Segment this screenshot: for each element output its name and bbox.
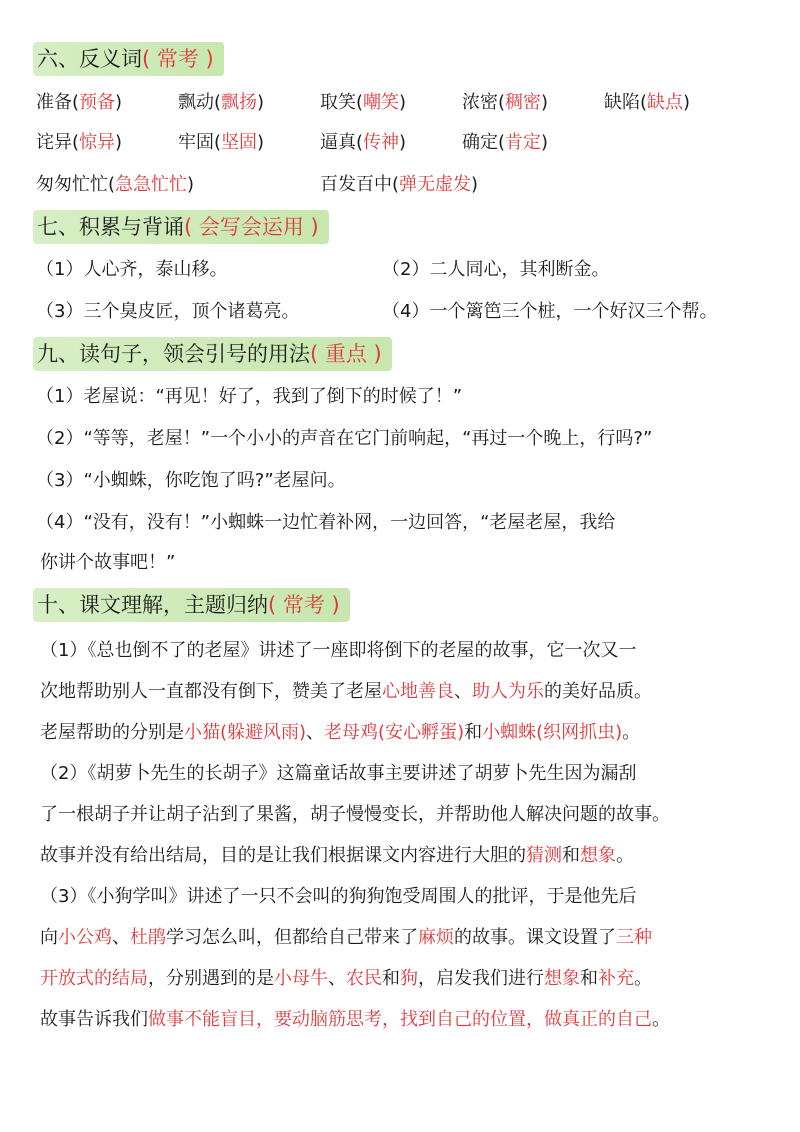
antonym-pair: 取笑(嘲笑) <box>320 92 407 113</box>
antonym-pair: 牢固(坚固) <box>178 132 265 153</box>
recitation-item: （1）人心齐，泰山移。 <box>36 259 228 280</box>
paragraph-3 <box>40 876 770 1040</box>
sentence-item: 你讲个故事吧！” <box>40 552 176 573</box>
section-title-recitation <box>33 210 329 244</box>
recitation-item: （2）二人同心，其利断金。 <box>382 259 610 280</box>
antonym-pair: 百发百中(弹无虚发) <box>320 174 479 195</box>
section-title-quotes <box>33 337 392 371</box>
paragraph-1 <box>40 630 770 753</box>
paragraph-line: 故事告诉我们做事不能盲目，要动脑筋思考，找到自己的位置，做真正的自己。 <box>40 1009 670 1030</box>
antonym-pair: 飘动(飘扬) <box>178 92 265 113</box>
section-title-text: 九、读句子，领会引号的用法 <box>37 342 310 366</box>
antonym-pair: 匆匆忙忙(急急忙忙) <box>36 174 195 195</box>
section-title-comprehension <box>33 588 350 622</box>
paragraph-line: 开放式的结局，分别遇到的是小母牛、农民和狗，启发我们进行想象和补充。 <box>40 968 652 989</box>
section-tag: ( 重点 ) <box>310 342 382 366</box>
antonym-pair: 确定(肯定) <box>462 132 549 153</box>
paragraph-line: （3）《小狗学叫》讲述了一只不会叫的狗狗饱受周围人的批评，于是他先后 <box>40 886 637 907</box>
recitation-item: （4）一个篱笆三个桩，一个好汉三个帮。 <box>382 301 718 322</box>
antonym-pair: 浓密(稠密) <box>462 92 549 113</box>
section-title-text: 十、课文理解，主题归纳 <box>37 593 268 617</box>
paragraph-line: （1）《总也倒不了的老屋》讲述了一座即将倒下的老屋的故事，它一次又一 <box>40 640 637 661</box>
paragraph-2 <box>40 753 770 876</box>
section-tag: ( 常考 ) <box>268 593 340 617</box>
sentence-item: （2）“等等，老屋！”一个小小的声音在它门前响起，“再过一个晚上，行吗?” <box>36 428 653 449</box>
paragraph-line: 故事并没有给出结局，目的是让我们根据课文内容进行大胆的猜测和想象。 <box>40 845 634 866</box>
section-tag: ( 会写会运用 ) <box>184 215 319 239</box>
sentence-item: （4）“没有，没有！”小蜘蛛一边忙着补网，一边回答，“老屋老屋，我给 <box>36 512 616 533</box>
section-title-text: 七、积累与背诵 <box>37 215 184 239</box>
antonym-pair: 准备(预备) <box>36 92 123 113</box>
paragraph-line: 老屋帮助的分别是小猫(躲避风雨)、老母鸡(安心孵蛋)和小蜘蛛(织网抓虫)。 <box>40 722 641 743</box>
paragraph-line: 向小公鸡、杜鹃学习怎么叫，但都给自己带来了麻烦的故事。课文设置了三种 <box>40 927 652 948</box>
antonym-pair: 诧异(惊异) <box>36 132 123 153</box>
section-tag: ( 常考 ) <box>142 47 214 71</box>
antonym-pair: 缺陷(缺点) <box>604 92 691 113</box>
paragraph-line: 次地帮助别人一直都没有倒下，赞美了老屋心地善良、助人为乐的美好品质。 <box>40 681 652 702</box>
section-title-antonyms <box>33 42 224 76</box>
recitation-item: （3）三个臭皮匠，顶个诸葛亮。 <box>36 301 300 322</box>
sentence-item: （3）“小蜘蛛，你吃饱了吗?”老屋问。 <box>36 470 346 491</box>
paragraph-line: （2）《胡萝卜先生的长胡子》这篇童话故事主要讲述了胡萝卜先生因为漏刮 <box>40 763 637 784</box>
antonym-pair: 逼真(传神) <box>320 132 407 153</box>
section-title-text: 六、反义词 <box>37 47 142 71</box>
paragraph-line: 了一根胡子并让胡子沾到了果酱，胡子慢慢变长，并帮助他人解决问题的故事。 <box>40 804 670 825</box>
sentence-item: （1）老屋说：“再见！好了，我到了倒下的时候了！” <box>36 386 463 407</box>
